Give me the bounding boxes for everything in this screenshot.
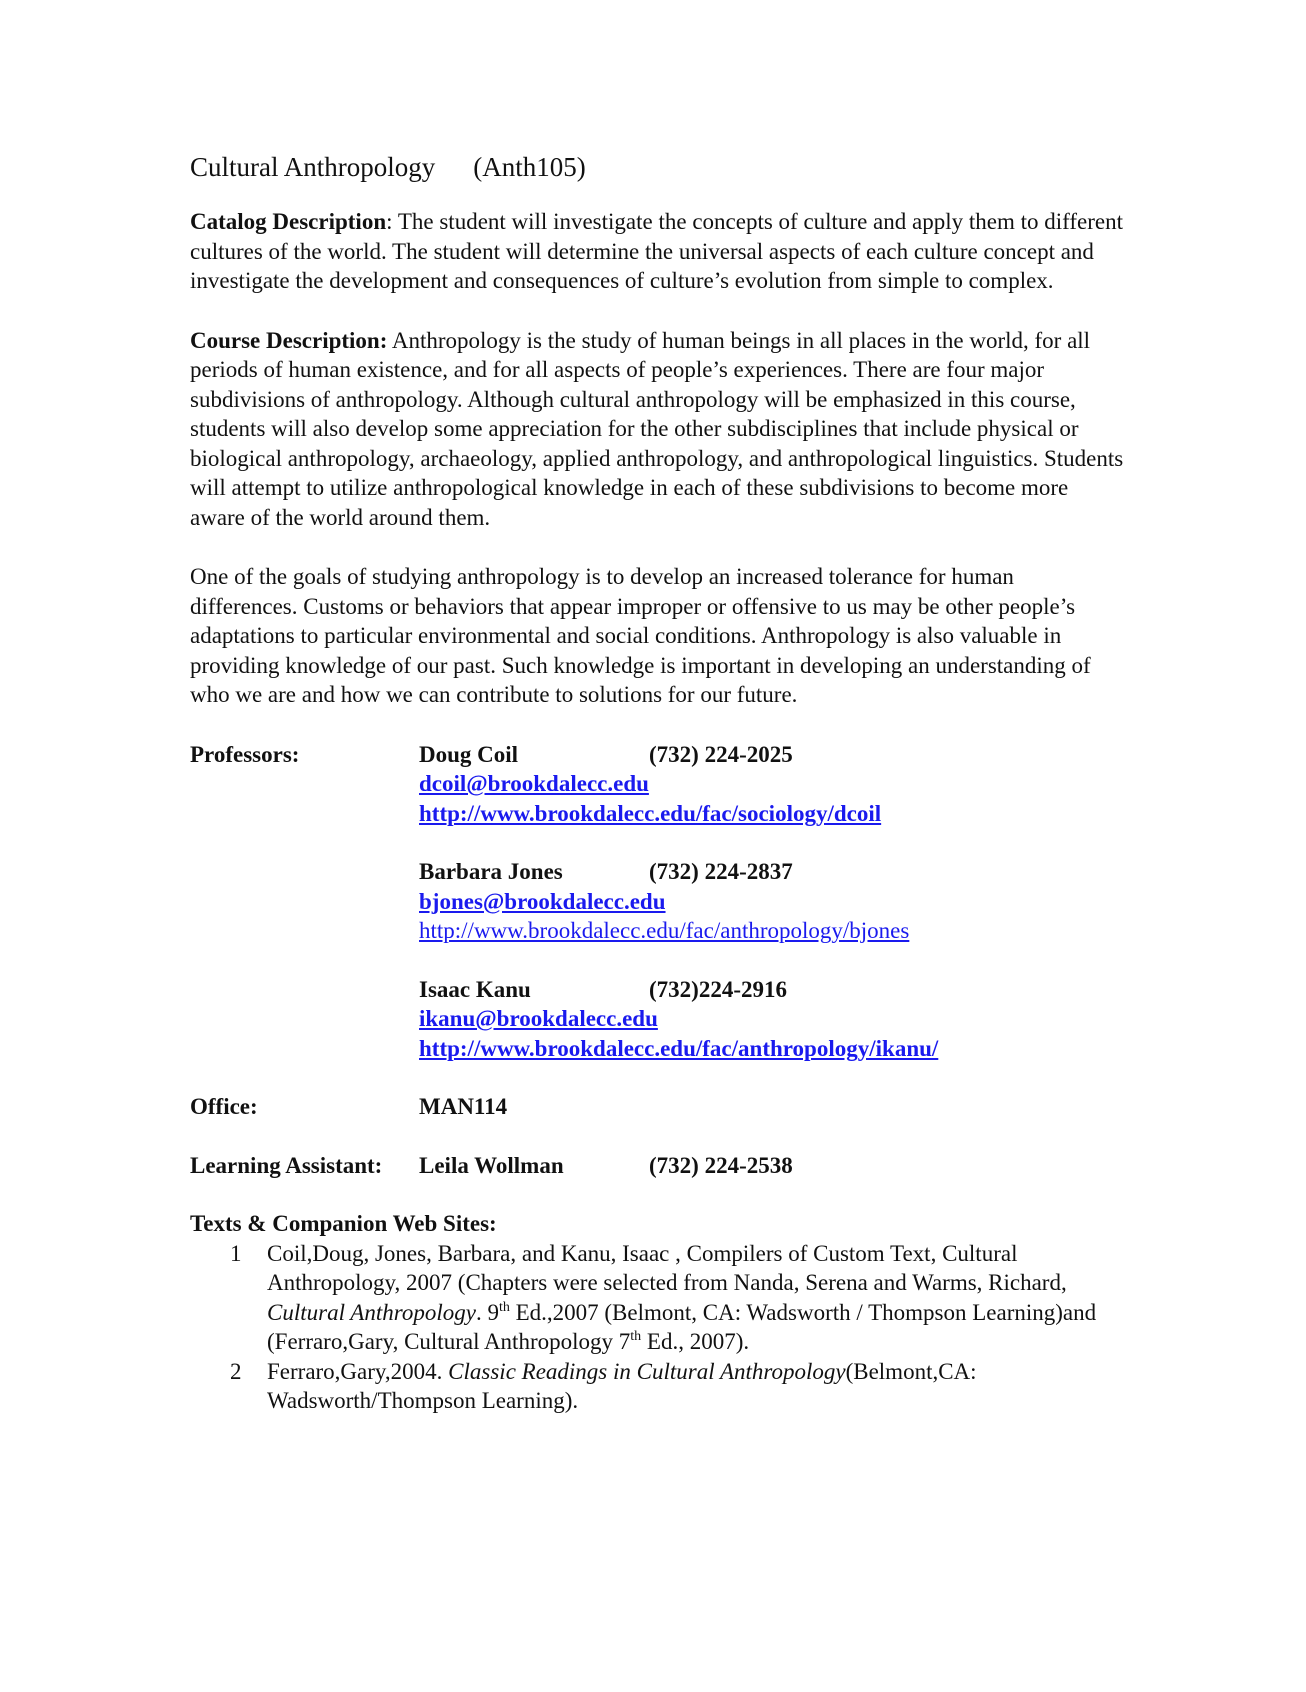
citation-text: Ed., 2007).	[641, 1329, 750, 1354]
office-value: MAN114	[419, 1094, 508, 1119]
professor-name: Barbara Jones	[419, 859, 563, 884]
professor-phone: (732) 224-2837	[649, 859, 793, 884]
professor-website-link[interactable]: http://www.brookdalecc.edu/fac/sociology/dcoil	[419, 800, 882, 826]
course-description	[190, 326, 1125, 533]
professor-email-link[interactable]: ikanu@brookdalecc.edu	[419, 1006, 658, 1031]
citation-title: Cultural Anthropology	[267, 1299, 476, 1325]
professors-section	[190, 740, 1125, 1064]
list-item-number: 1	[230, 1240, 242, 1266]
citation-text: Coil,Doug, Jones, Barbara, and Kanu, Isaac , Compilers of Custom Text, Cultural Anthropology, 2007 (Chapters were selected from Nanda, Serena and Warms, Richard,	[267, 1240, 1067, 1295]
professor-entry	[419, 857, 1125, 946]
office-label: Office:	[190, 1094, 258, 1119]
professor-entry	[419, 740, 1125, 829]
learning-assistant-label: Learning Assistant:	[190, 1152, 383, 1178]
course-name: Cultural Anthropology	[190, 152, 436, 182]
superscript: th	[630, 1329, 642, 1344]
course-code: (Anth105)	[473, 152, 586, 182]
texts-section	[190, 1209, 1125, 1416]
list-item	[190, 1239, 1125, 1357]
list-item-number: 2	[230, 1358, 242, 1384]
office-row	[190, 1092, 1125, 1122]
professor-website-link[interactable]: http://www.brookdalecc.edu/fac/anthropology/ikanu/	[419, 1035, 939, 1061]
superscript: th	[498, 1299, 510, 1315]
learning-assistant-name: Leila Wollman	[419, 1152, 564, 1178]
professor-email-link[interactable]: dcoil@brookdalecc.edu	[419, 771, 649, 796]
list-item	[190, 1357, 1125, 1416]
texts-heading: Texts & Companion Web Sites:	[190, 1211, 497, 1236]
learning-assistant-phone: (732) 224-2538	[649, 1152, 793, 1178]
texts-list	[190, 1239, 1125, 1416]
learning-assistant-row	[190, 1151, 1125, 1181]
course-description-text: Anthropology is the study of human beings in all places in the world, for all periods of human existence, and for all aspects of people’s experiences. There are four major subdivisions of anthropology. Although cultural anthropology will be emphasized in this course, students will also develop some appreciation for the other subdisciplines that include physical or biological anthropology, archaeology, applied anthropology, and anthropological linguistics. Students will attempt to utilize anthropological knowledge in each of these subdivisions to become more aware of the world around them.	[190, 327, 1124, 530]
professor-entry	[419, 975, 1125, 1064]
professor-email-link[interactable]: bjones@brookdalecc.edu	[419, 888, 666, 914]
syllabus-page	[190, 150, 1125, 1416]
professor-website-link[interactable]: http://www.brookdalecc.edu/fac/anthropology/bjones	[419, 918, 910, 943]
catalog-description-label: Catalog Description	[190, 209, 387, 234]
professor-phone: (732)224-2916	[649, 976, 787, 1002]
professors-label: Professors:	[190, 741, 300, 767]
citation-text: Ferraro,Gary,2004.	[267, 1358, 449, 1384]
citation-text: Ed.,2007 (Belmont, CA: Wadsworth / Thompson Learning)and (Ferraro,Gary, Cultural Anthropology 7	[267, 1299, 1097, 1354]
citation-title: Classic Readings in Cultural Anthropology	[448, 1358, 846, 1384]
professor-name: Isaac Kanu	[419, 976, 531, 1002]
course-description-label: Course Description:	[190, 327, 388, 353]
catalog-description	[190, 207, 1125, 296]
citation-text: (Belmont,CA: Wadsworth/Thompson Learning).	[267, 1358, 977, 1413]
professor-name: Doug Coil	[419, 741, 519, 767]
page-title	[190, 150, 1125, 184]
citation-text: . 9	[475, 1299, 499, 1325]
goals-paragraph: One of the goals of studying anthropology is to develop an increased tolerance for human differences. Customs or behaviors that appear improper or offensive to us may be other people’s adaptations to particular environmental and social conditions. Anthropology is also valuable in providing knowledge of our past. Such knowledge is important in developing an understanding of who we are and how we can contribute to solutions for our future.	[190, 564, 1091, 707]
professor-phone: (732) 224-2025	[649, 741, 793, 767]
catalog-description-text: : The student will investigate the concepts of culture and apply them to different cultures of the world. The student will determine the universal aspects of each culture concept and investigate the development and consequences of culture’s evolution from simple to complex.	[190, 209, 1123, 293]
